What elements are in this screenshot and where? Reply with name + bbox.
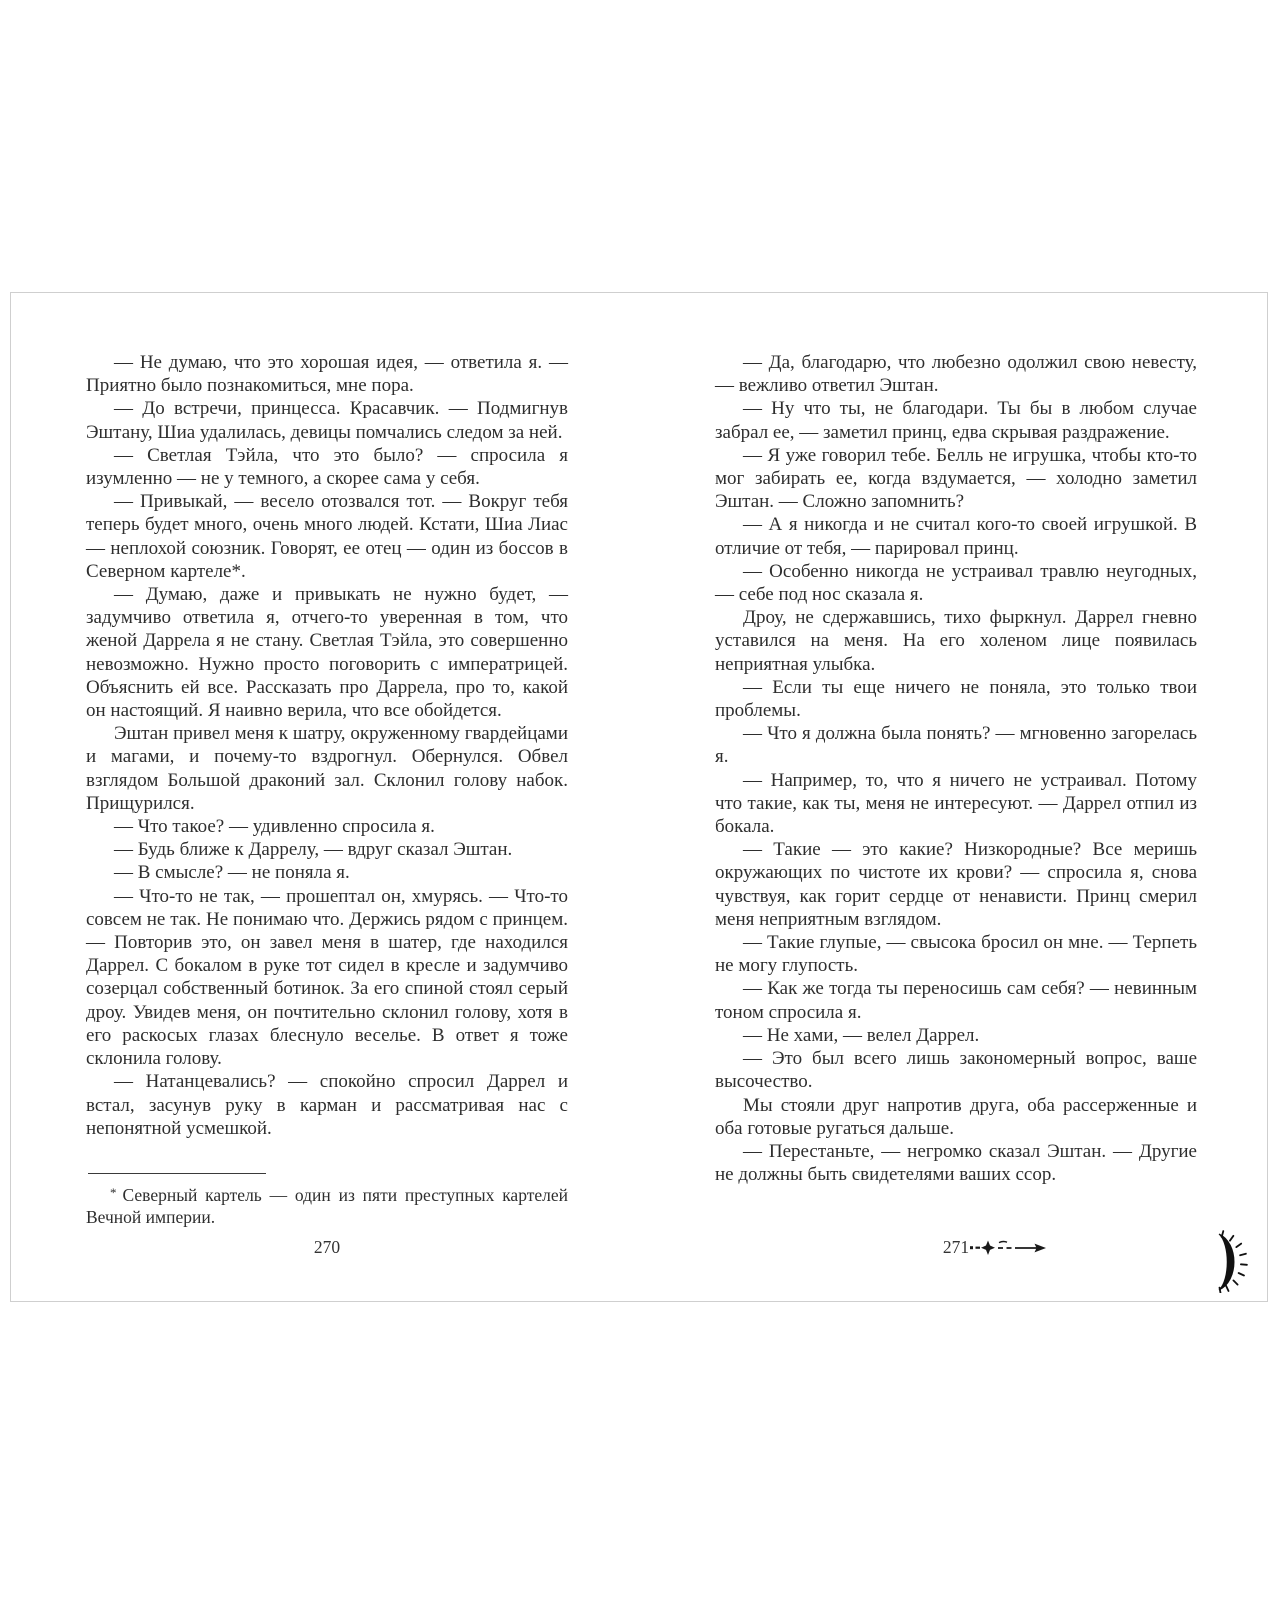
paragraph: — Привыкай, — весело отозвался тот. — Вокруг тебя теперь будет много, очень много людей. Кстати, Шиа Лиас — неплохой союзник. Говорят, ее отец — один из боссов в Северном картеле*. (86, 491, 568, 582)
paragraph: — Думаю, даже и привыкать не нужно будет, — задумчиво ответила я, отчего-то уверенная в том, что женой Даррела я не стану. Светлая Тэйла, это совершенно невозможно. Нужно просто поговорить с императрицей. Объяснить ей все. Рассказать про Даррела, про то, какой он настоящий. Я наивно верила, что все обойдется. (86, 584, 568, 722)
paragraph: — Такие глупые, — свысока бросил он мне. — Терпеть не могу глупость. (715, 932, 1197, 977)
page-left-footer (86, 1237, 568, 1258)
paragraph: — Например, то, что я ничего не устраивал. Потому что такие, как ты, меня не интересуют. — Даррел отпил из бокала. (715, 769, 1197, 838)
paragraph: Дроу, не сдержавшись, тихо фыркнул. Даррел гневно уставился на меня. На его холеном лице появилась неприятная улыбка. (715, 607, 1197, 675)
page-left (11, 293, 640, 1301)
paragraph: — Светлая Тэйла, что это было? — спросила я изумленно — не у темного, а скорее сама у себя. (86, 444, 568, 490)
paragraph: — Будь ближе к Даррелу, — вдруг сказал Эштан. (114, 839, 513, 861)
paragraph: — Перестаньте, — негромко сказал Эштан. — Другие не должны быть свидетелями ваших ссор. (715, 1140, 1197, 1186)
page-right-text (715, 351, 1197, 1186)
footnote-text (86, 1182, 568, 1228)
paragraph: — Как же тогда ты переносишь сам себя? — невинным тоном спросила я. (715, 978, 1197, 1023)
paragraph: — Особенно никогда не устраивал травлю неугодных, — себе под нос сказала я. (715, 560, 1197, 606)
paragraph: Мы стояли друг напротив друга, оба рассерженные и оба готовые ругаться дальше. (715, 1094, 1197, 1139)
page-number-left: 270 (313, 1237, 341, 1257)
paragraph: — Что-то не так, — прошептал он, хмурясь. — Что-то совсем не так. Не понимаю что. Держись рядом с принцем. — Повторив это, он завел меня в шатер, где находился Даррел. С бокалом в руке тот сидел в кресле и задумчиво созерцал собственный ботинок. За его спиной стоял серый дроу. Увидев меня, он почтительно склонил голову, хотя в его раскосых глазах блеснуло веселье. В ответ я тоже склонила голову. (86, 885, 568, 1070)
paragraph: — В смысле? — не поняла я. (114, 862, 350, 884)
paragraph: — Натанцевались? — спокойно спросил Даррел и встал, засунув руку в карман и рассматривая нас с непонятной усмешкой. (86, 1071, 568, 1139)
paragraph: — До встречи, принцесса. Красавчик. — Подмигнув Эштану, Шиа удалилась, девицы помчались следом за ней. (86, 398, 568, 443)
paragraph: — Не хами, — велел Даррел. (743, 1024, 980, 1046)
crescent-moon-icon (1203, 1227, 1249, 1298)
paragraph: — Не думаю, что это хорошая идея, — ответила я. — Приятно было познакомиться, мне пора. (86, 352, 568, 397)
book-spread (10, 292, 1268, 1302)
page-left-text (86, 351, 568, 1140)
paragraph: — Что такое? — удивленно спросила я. (114, 816, 435, 838)
footnote-divider (88, 1173, 266, 1174)
footnote-block (86, 1173, 568, 1228)
page-right-footer (715, 1237, 1197, 1258)
dashed-arrow-right-icon (969, 1240, 1047, 1261)
paragraph: Эштан привел меня к шатру, окруженному гвардейцами и магами, и почему-то вздрогнул. Обернулся. Обвел взглядом Большой драконий зал. Склонил голову набок. Прищурился. (86, 723, 568, 814)
paragraph: — Я уже говорил тебе. Белль не игрушка, чтобы кто-то мог забирать ее, когда вздумается, — холодно заметил Эштан. — Сложно запомнить? (715, 444, 1197, 513)
paragraph: — Если ты еще ничего не поняла, это только твои проблемы. (715, 676, 1197, 722)
page-number-right: 271 (942, 1237, 970, 1257)
paragraph: — Что я должна была понять? — мгновенно загорелась я. (715, 723, 1197, 768)
paragraph: — Да, благодарю, что любезно одолжил свою невесту, — вежливо ответил Эштан. (715, 352, 1197, 397)
footnote-marker: * (110, 1185, 117, 1200)
paragraph: — А я никогда и не считал кого-то своей игрушкой. В отличие от тебя, — парировал принц. (715, 514, 1197, 559)
paragraph: — Такие — это какие? Низкородные? Все меришь окружающих по чистоте их крови? — спросила я, снова чувствуя, как горит сердце от ненависти. Принц смерил меня неприятным взглядом. (715, 839, 1197, 930)
footnote-body: Северный картель — один из пяти преступных картелей Вечной империи. (86, 1185, 568, 1227)
page-right (640, 293, 1269, 1301)
paragraph: — Ну что ты, не благодари. Ты бы в любом случае забрал ее, — заметил принц, едва скрывая раздражение. (715, 398, 1197, 443)
paragraph: — Это был всего лишь закономерный вопрос, ваше высочество. (715, 1048, 1197, 1093)
